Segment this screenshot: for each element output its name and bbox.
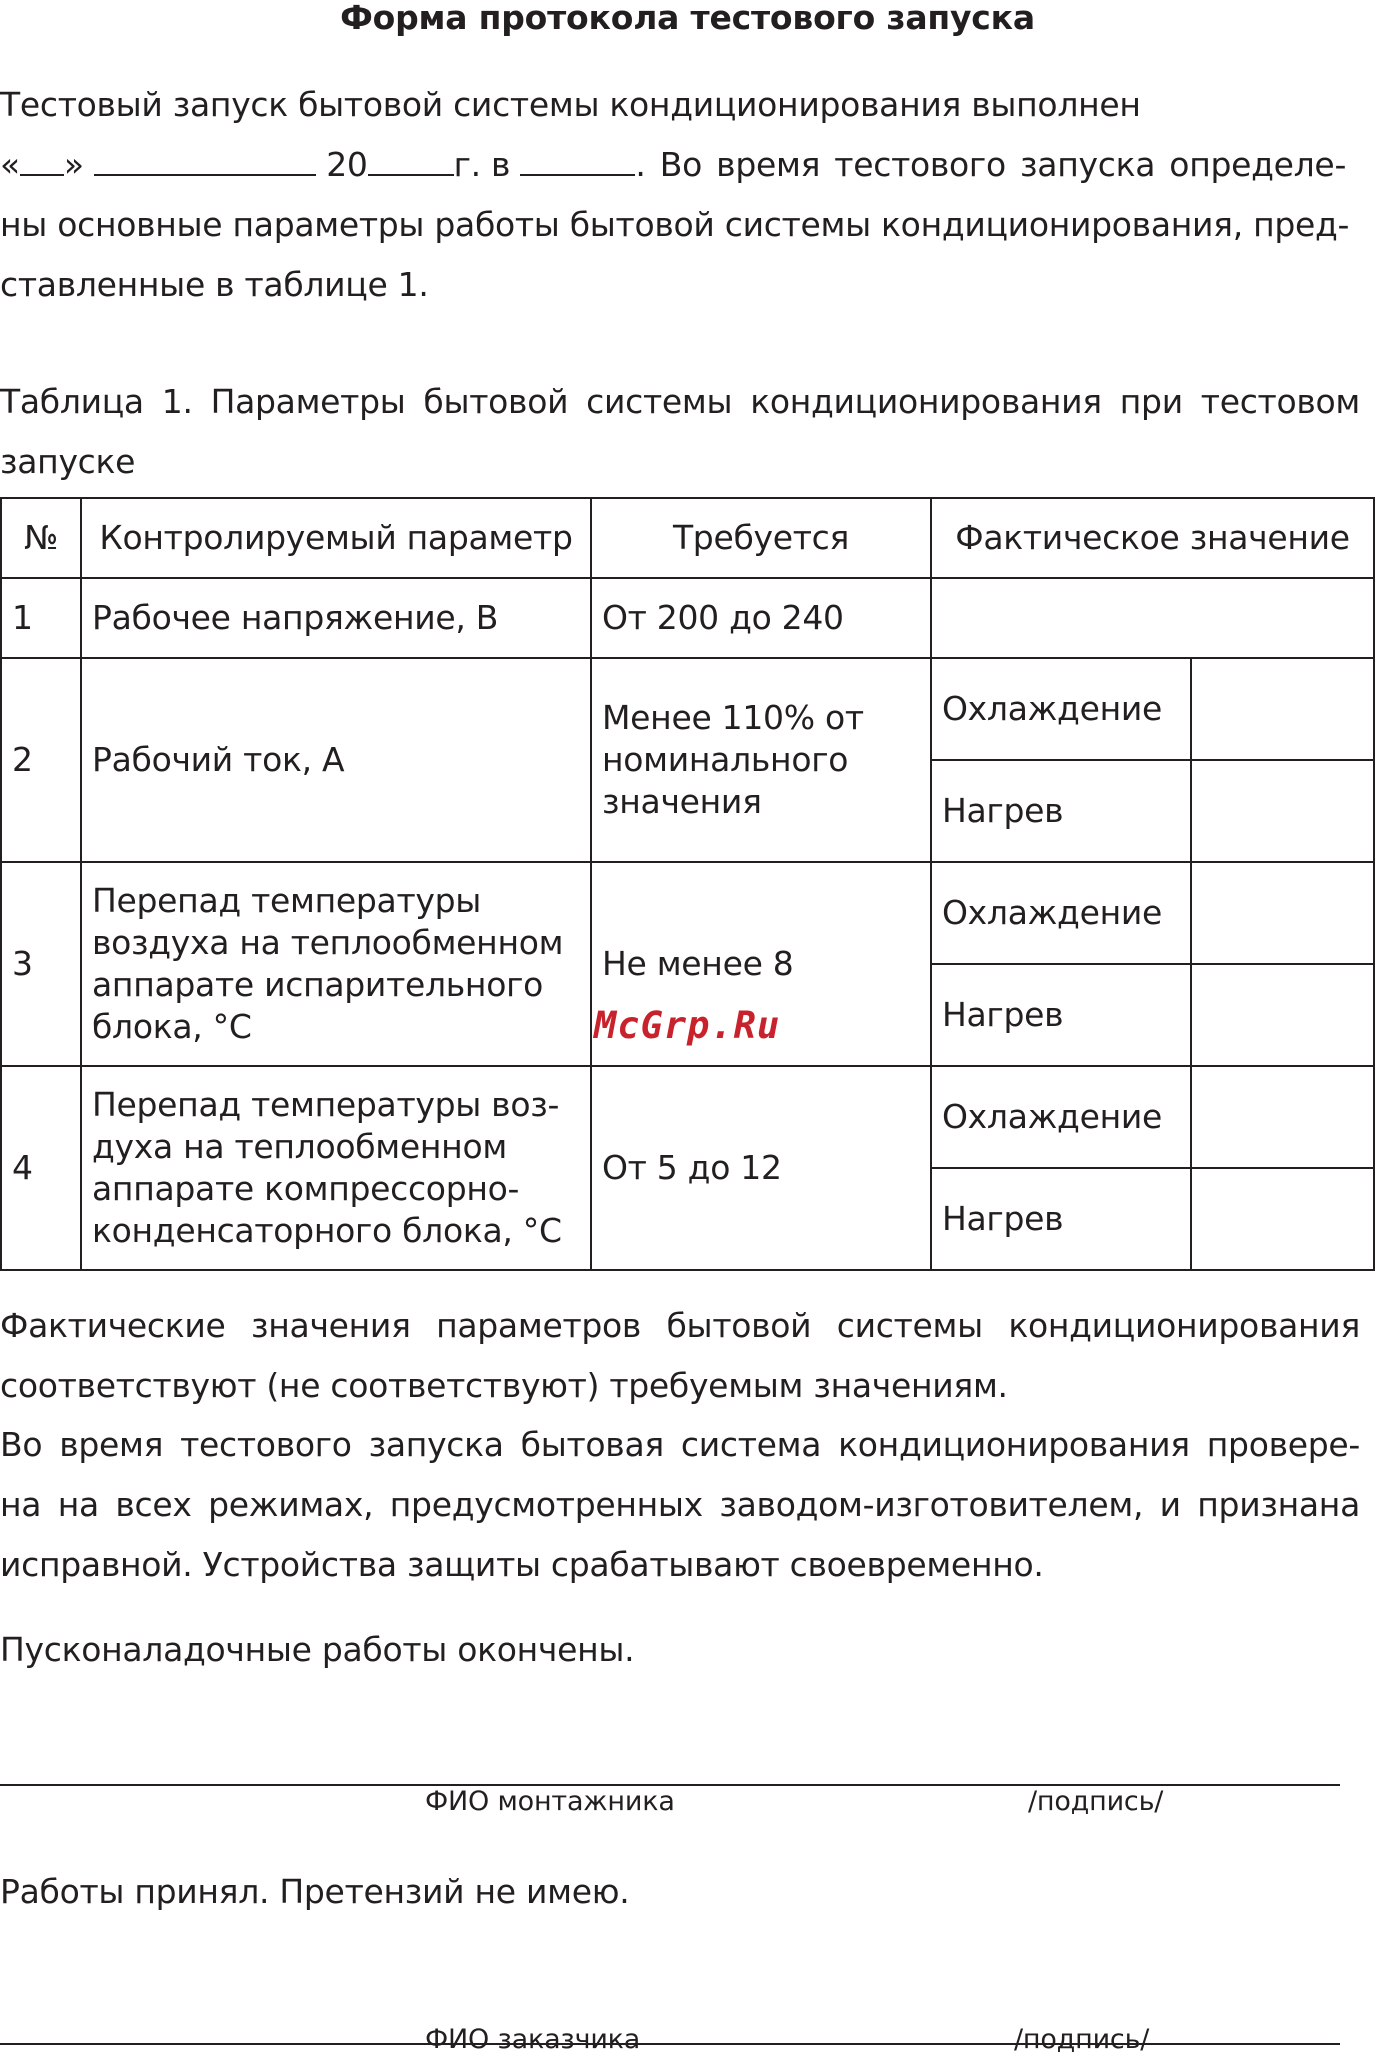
row-parameter: Рабочее напряжение, В — [81, 578, 591, 658]
table-row — [1, 862, 1374, 964]
row-number: 1 — [1, 578, 81, 658]
table-row — [1, 1066, 1374, 1168]
intro-line-2 — [0, 135, 1360, 195]
mode-heating: Нагрев — [931, 964, 1191, 1066]
intro-line-1: Тестовый запуск бытовой системы кондиционирования выполнен — [0, 85, 1141, 124]
actual-value-cell[interactable] — [1191, 1066, 1374, 1168]
actual-value-cell[interactable] — [1191, 862, 1374, 964]
installer-sign-label: /подпись/ — [1028, 1786, 1164, 1817]
customer-sign-label: /подпись/ — [1014, 2024, 1150, 2055]
year-suffix: г. в — [453, 145, 511, 184]
table-header-row — [1, 498, 1374, 578]
actual-value-cell[interactable] — [1191, 658, 1374, 760]
installer-name-label: ФИО монтажника — [425, 1786, 675, 1817]
intro-paragraph — [0, 75, 1360, 315]
header-parameter: Контролируемый параметр — [81, 498, 591, 578]
works-finished-text: Пусконаладочные работы окончены. — [0, 1630, 635, 1669]
row-number: 2 — [1, 658, 81, 862]
quote-open: « — [0, 145, 20, 184]
conclusion-line-1: Фактические значения параметров бытовой системы кондиционирования — [0, 1306, 1360, 1345]
mode-cooling: Охлаждение — [931, 862, 1191, 964]
intro-line-4: ставленные в таблице 1. — [0, 265, 429, 304]
row-parameter: Рабочий ток, А — [81, 658, 591, 862]
header-required: Требуется — [591, 498, 931, 578]
intro-line-3: ны основные параметры работы бытовой системы кондиционирования, пред- — [0, 205, 1350, 244]
intro-line-2-rest: . Во время тестового запуска определе- — [635, 145, 1347, 184]
mode-heating: Нагрев — [931, 760, 1191, 862]
conclusion-line-2: соответствуют (не соответствуют) требуемым значениям. — [0, 1366, 1008, 1405]
row-number: 4 — [1, 1066, 81, 1270]
quote-close: » — [63, 145, 84, 184]
year-prefix: 20 — [326, 145, 368, 184]
header-actual-value: Фактическое значение — [931, 498, 1374, 578]
acceptance-paragraph — [0, 1862, 1360, 1922]
table-row — [1, 578, 1374, 658]
conclusion-line-4: на на всех режимах, предусмотренных заводом-изготовителем, и признана — [0, 1485, 1360, 1524]
month-blank[interactable] — [94, 146, 316, 176]
header-number: № — [1, 498, 81, 578]
row-required: От 5 до 12 — [591, 1066, 931, 1270]
row-number: 3 — [1, 862, 81, 1066]
customer-name-label: ФИО заказчика — [425, 2024, 641, 2055]
conclusion-line-5: исправной. Устройства защиты срабатывают своевременно. — [0, 1545, 1044, 1584]
table-row — [1, 658, 1374, 760]
conclusion-line-3: Во время тестового запуска бытовая система кондиционирования провере- — [0, 1425, 1360, 1464]
mode-heating: Нагрев — [931, 1168, 1191, 1270]
parameters-table — [0, 497, 1375, 1271]
day-blank[interactable] — [20, 146, 64, 176]
actual-value-cell[interactable] — [931, 578, 1374, 658]
row-required: Менее 110% от номинального значения — [591, 658, 931, 862]
year-blank[interactable] — [368, 146, 454, 176]
row-parameter: Перепад температуры воз-духа на теплообменном аппарате компрессорно-конденсаторного блока, °С — [81, 1066, 591, 1270]
table-caption-line-1: Таблица 1. Параметры бытовой системы кондиционирования при тестовом — [0, 382, 1360, 421]
conclusion-paragraph-2 — [0, 1415, 1360, 1595]
place-blank[interactable] — [520, 146, 635, 176]
table-caption — [0, 372, 1360, 492]
conclusion-paragraph-3 — [0, 1620, 1360, 1680]
actual-value-cell[interactable] — [1191, 964, 1374, 1066]
watermark: McGrp.Ru — [594, 1004, 781, 1047]
row-required: Не менее 8 — [591, 862, 931, 1066]
table-caption-line-2: запуске — [0, 442, 136, 481]
row-parameter: Перепад температуры воздуха на теплообменном аппарате испарительного блока, °С — [81, 862, 591, 1066]
mode-cooling: Охлаждение — [931, 658, 1191, 760]
row-required: От 200 до 240 — [591, 578, 931, 658]
conclusion-paragraph-1 — [0, 1296, 1360, 1416]
actual-value-cell[interactable] — [1191, 760, 1374, 862]
page-title: Форма протокола тестового запуска — [340, 0, 1035, 37]
mode-cooling: Охлаждение — [931, 1066, 1191, 1168]
actual-value-cell[interactable] — [1191, 1168, 1374, 1270]
acceptance-text: Работы принял. Претензий не имею. — [0, 1872, 630, 1911]
